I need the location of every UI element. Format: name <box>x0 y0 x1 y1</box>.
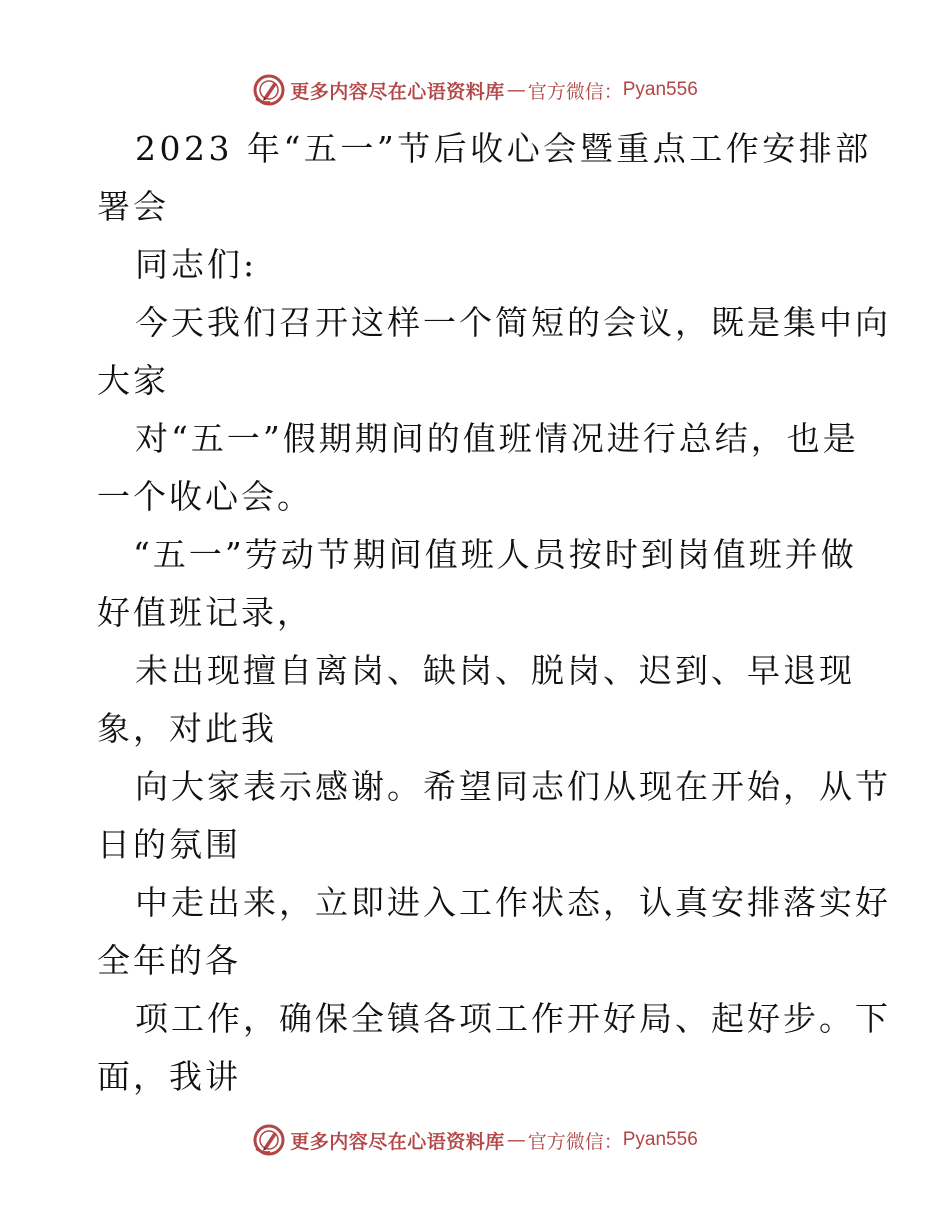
paragraph-line: 全年的各 <box>97 941 241 980</box>
banner-text: 更多内容尽在心语资料库 <box>290 1130 505 1153</box>
banner-separator: — <box>506 79 526 101</box>
salutation: 同志们: <box>135 245 258 284</box>
paragraph-line: 今天我们召开这样一个简短的会议，既是集中向 <box>135 303 891 342</box>
header-banner <box>0 70 950 110</box>
paragraph-line: 向大家表示感谢。希望同志们从现在开始，从节 <box>135 767 891 806</box>
paragraph-line: 一个收心会。 <box>97 477 313 516</box>
banner-wechat-label: 官方微信： <box>527 80 623 103</box>
paragraph-line: 好值班记录， <box>97 593 313 632</box>
paragraph-line: 面，我讲 <box>97 1057 241 1096</box>
pen-logo-icon <box>252 73 286 107</box>
paragraph-line: 项工作，确保全镇各项工作开好局、起好步。下 <box>135 999 891 1038</box>
pen-logo-icon <box>252 1123 286 1157</box>
banner-wechat-id: Pyan556 <box>622 1129 698 1150</box>
paragraph-line: 未出现擅自离岗、缺岗、脱岗、迟到、早退现 <box>135 651 855 690</box>
paragraph-line: 对“五一”假期期间的值班情况进行总结，也是 <box>135 419 859 458</box>
banner-separator: — <box>506 1129 526 1151</box>
paragraph-line: 大家 <box>97 361 169 400</box>
paragraph-line: “五一”劳动节期间值班人员按时到岗值班并做 <box>133 535 857 574</box>
banner-wechat-label: 官方微信： <box>527 1130 623 1153</box>
banner-wechat-id: Pyan556 <box>622 79 698 100</box>
paragraph-line: 日的氛围 <box>97 825 241 864</box>
document-title-line-2: 署会 <box>97 187 169 226</box>
document-body <box>97 120 891 1106</box>
paragraph-line: 中走出来，立即进入工作状态，认真安排落实好 <box>135 883 891 922</box>
document-title-line-1: 2023 年“五一”节后收心会暨重点工作安排部 <box>135 129 872 168</box>
paragraph-line: 象，对此我 <box>97 709 277 748</box>
footer-banner <box>0 1120 950 1160</box>
banner-text: 更多内容尽在心语资料库 <box>290 80 505 103</box>
